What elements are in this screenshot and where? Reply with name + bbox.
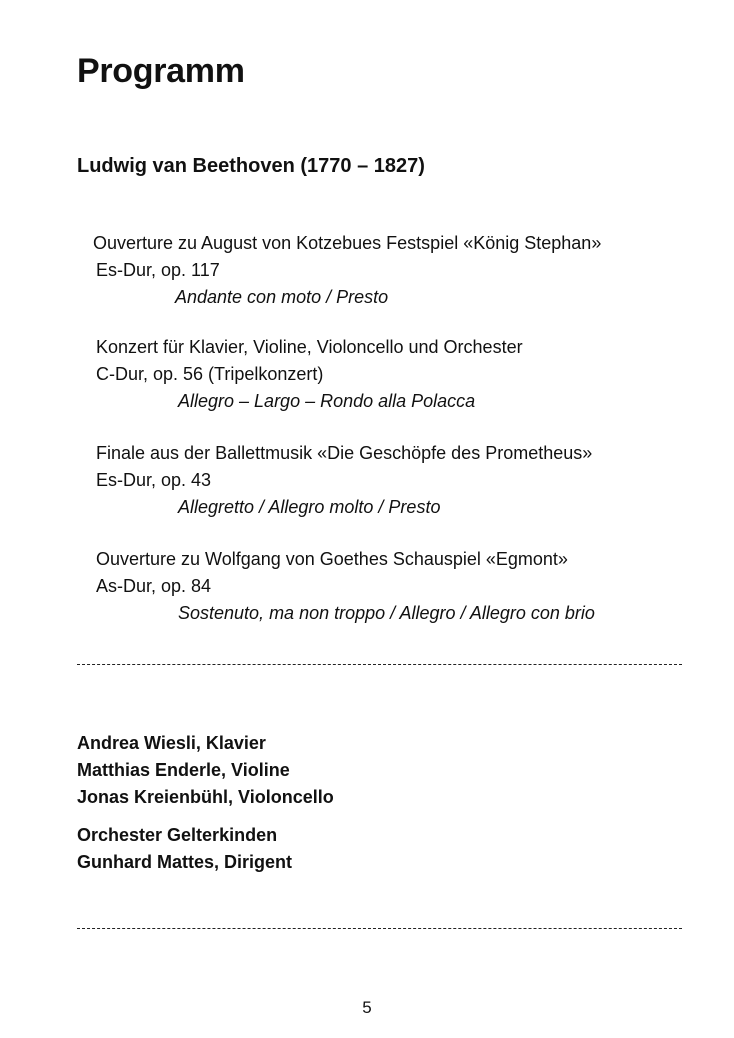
piece-tempo: Sostenuto, ma non troppo / Allegro / Allegro con brio — [178, 603, 595, 623]
performer-line: Matthias Enderle, Violine — [77, 760, 290, 780]
ensemble-list — [77, 822, 292, 876]
soloists-list — [77, 730, 334, 811]
piece-key-opus: Es-Dur, op. 43 — [96, 470, 212, 490]
piece-tempo: Allegro – Largo – Rondo alla Polacca — [178, 391, 476, 411]
page-number: 5 — [362, 998, 372, 1017]
dashed-divider — [77, 664, 682, 665]
program-piece — [96, 546, 595, 627]
performer-line: Gunhard Mattes, Dirigent — [77, 852, 293, 872]
piece-title: Ouverture zu August von Kotzebues Festspiel «König Stephan» — [93, 233, 602, 253]
piece-tempo: Andante con moto / Presto — [175, 287, 389, 307]
piece-tempo: Allegretto / Allegro molto / Presto — [178, 497, 441, 517]
performer-line: Orchester Gelterkinden — [77, 825, 278, 845]
performer-line: Andrea Wiesli, Klavier — [77, 733, 266, 753]
performer-line: Jonas Kreienbühl, Violoncello — [77, 787, 334, 807]
program-piece — [96, 440, 592, 521]
piece-key-opus: Es-Dur, op. 117 — [96, 260, 220, 280]
program-piece — [93, 230, 601, 311]
piece-key-opus: As-Dur, op. 84 — [96, 576, 212, 596]
page-title: Programm — [77, 52, 245, 90]
program-piece — [96, 334, 523, 415]
composer-heading: Ludwig van Beethoven (1770 – 1827) — [77, 155, 425, 177]
piece-title: Konzert für Klavier, Violine, Violoncello und Orchester — [96, 337, 523, 357]
piece-title: Finale aus der Ballettmusik «Die Geschöpfe des Prometheus» — [96, 443, 593, 463]
piece-key-opus: C-Dur, op. 56 (Tripelkonzert) — [96, 364, 324, 384]
dashed-divider — [77, 928, 682, 929]
piece-title: Ouverture zu Wolfgang von Goethes Schauspiel «Egmont» — [96, 549, 568, 569]
